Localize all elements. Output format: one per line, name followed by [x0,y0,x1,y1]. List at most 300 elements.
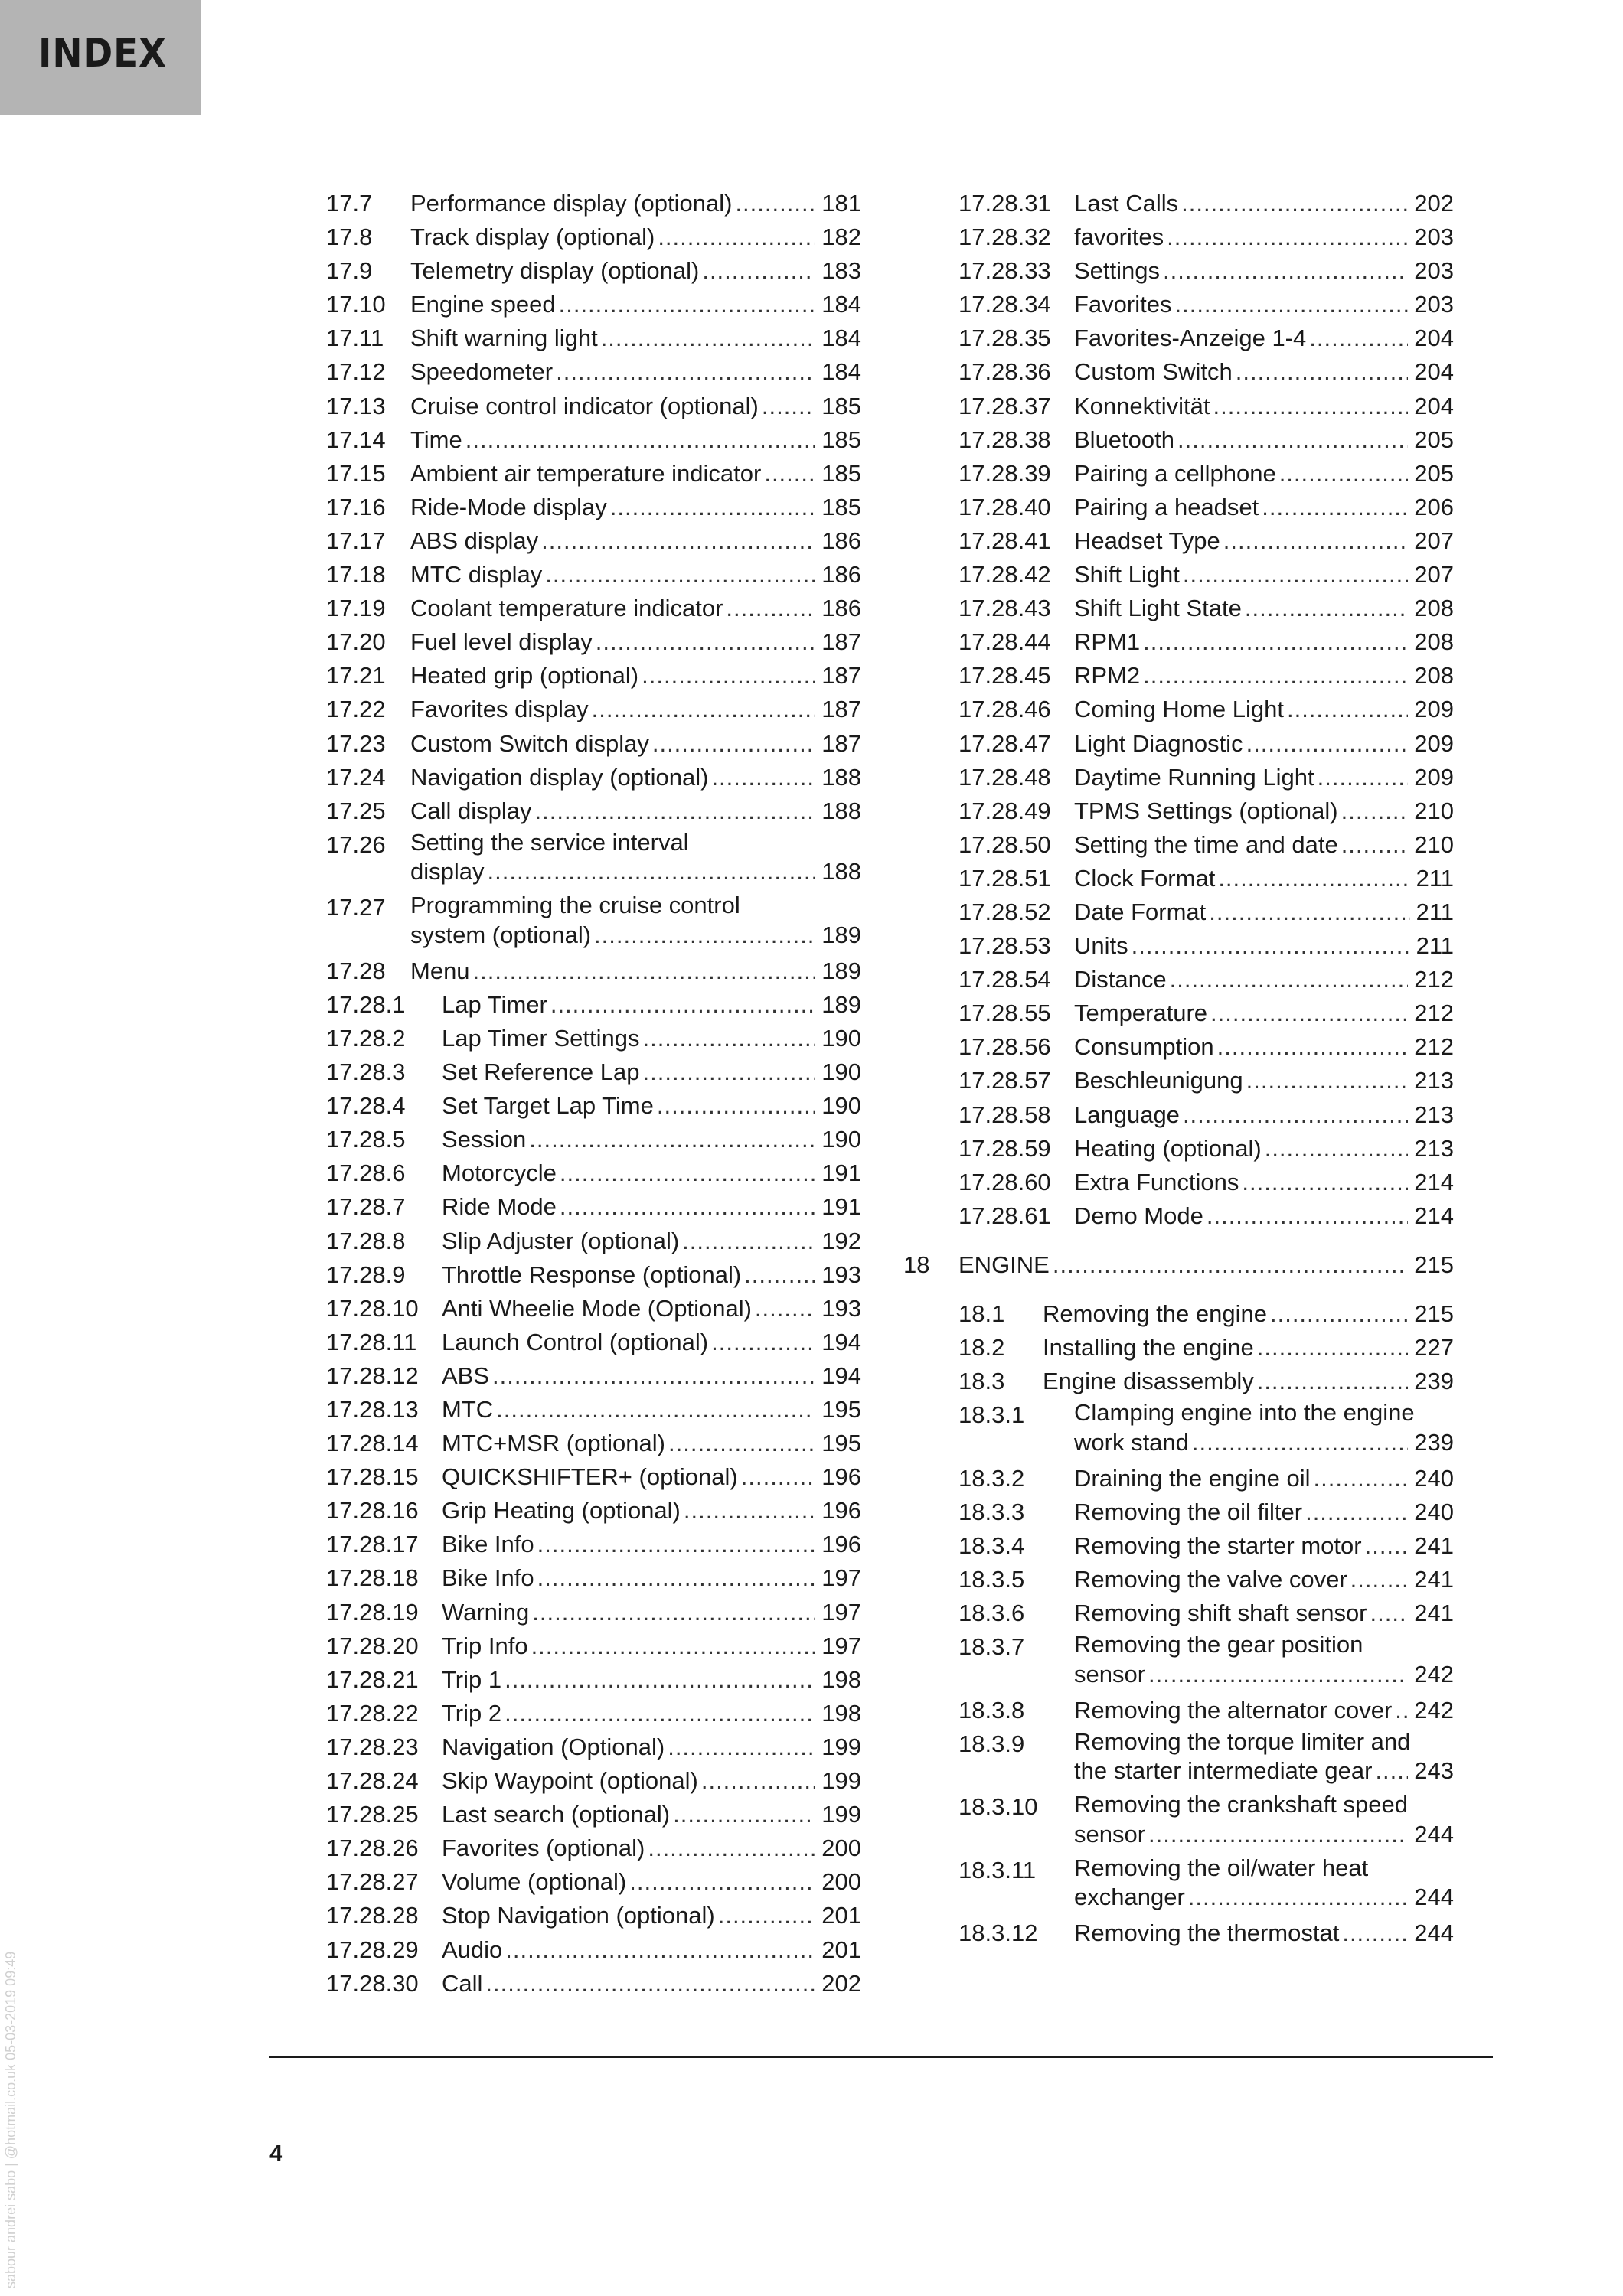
toc-entry-page: 195 [821,1430,861,1457]
toc-entry-page: 188 [821,797,861,824]
toc-entry-title: Konnektivität [1074,392,1210,419]
toc-entry-page: 189 [821,957,861,984]
toc-entry-title: Distance [1074,966,1167,993]
toc-entry[interactable] [958,794,1454,828]
toc-entry[interactable] [326,1156,861,1190]
toc-entry-title: Throttle Response (optional) [442,1261,742,1288]
toc-entry-page: 213 [1414,1101,1454,1128]
toc-entry[interactable] [326,1359,861,1393]
toc-entry-title: MTC [442,1396,494,1423]
toc-entry[interactable] [958,1098,1454,1132]
dot-leader [755,1292,815,1326]
toc-entry-number: 17.12 [326,358,386,386]
toc-entry-title: Temperature [1074,1000,1208,1027]
toc-entry-number: 17.28.40 [958,493,1051,520]
toc-entry[interactable] [958,1064,1454,1097]
toc-entry-number: 17.28.51 [958,864,1051,892]
toc-entry-title: Draining the engine oil [1074,1464,1311,1492]
dot-leader [1181,187,1408,220]
toc-entry-page: 185 [821,426,861,453]
toc-entry-number: 17.26 [326,830,386,858]
toc-entry-page: 185 [821,493,861,520]
toc-entry-number: 17.28.36 [958,358,1051,386]
toc-entry[interactable] [326,457,861,491]
toc-entry[interactable] [326,625,861,659]
toc-entry-title: Favorites-Anzeige 1-4 [1074,325,1307,352]
toc-entry-page: 212 [1414,1033,1454,1061]
toc-entry[interactable] [326,1022,861,1055]
toc-entry-page: 182 [821,223,861,251]
toc-entry[interactable] [958,558,1454,592]
toc-entry-number: 17.28.44 [958,628,1051,656]
toc-entry-page: 211 [1416,864,1454,892]
toc-entry-page: 186 [821,561,861,589]
toc-entry[interactable] [326,727,861,761]
toc-entry-title: Fuel level display [410,628,593,656]
toc-entry[interactable] [958,423,1454,457]
toc-entry-page: 187 [821,628,861,656]
dot-leader [657,1089,815,1123]
toc-entry[interactable] [958,828,1454,862]
toc-entry-title: Removing the torque limiter and [1074,1727,1411,1755]
dot-leader [642,659,815,693]
toc-entry-page: 212 [1414,966,1454,993]
toc-entry-number: 17.28.3 [326,1058,406,1086]
toc-entry[interactable] [958,1199,1454,1233]
toc-entry-page: 244 [1414,1820,1454,1848]
dot-leader [560,1190,815,1224]
toc-entry-page: 189 [821,921,861,948]
toc-entry-title: Setting the service interval [410,828,689,856]
toc-entry-number: 17.28.2 [326,1024,406,1052]
dot-leader [596,625,815,659]
toc-entry-page: 191 [821,1159,861,1187]
toc-entry-page: 184 [821,325,861,352]
toc-entry-title: Audio [442,1936,503,1963]
dot-leader [1170,963,1409,996]
toc-entry[interactable] [326,423,861,457]
toc-entry-number: 17.28.61 [958,1202,1051,1229]
dot-leader [1265,1132,1409,1166]
toc-entry-title: Settings [1074,257,1161,285]
toc-entry[interactable] [958,390,1454,423]
toc-entry-number: 18.3.3 [958,1498,1025,1525]
toc-entry-page: 200 [821,1835,861,1862]
toc-entry[interactable] [958,1398,1454,1462]
dot-leader [1341,828,1409,862]
toc-entry-title: Setting the time and date [1074,830,1338,858]
dot-leader [537,1528,816,1561]
toc-entry-number: 18.3.11 [958,1856,1037,1883]
toc-entry-title: Trip 2 [442,1699,502,1727]
toc-entry[interactable] [326,1831,861,1865]
toc-entry-number: 17.28.18 [326,1564,419,1592]
dot-leader [1370,1596,1409,1630]
dot-leader [668,1730,815,1764]
toc-entry[interactable] [958,659,1454,693]
toc-entry[interactable] [958,1694,1454,1727]
toc-entry[interactable] [326,1629,861,1663]
toc-entry-number: 17.28.20 [326,1632,419,1659]
toc-entry-title: Removing the oil filter [1074,1498,1303,1525]
dot-leader [1053,1248,1408,1282]
toc-entry[interactable] [958,761,1454,794]
toc-entry-number: 17.28.21 [326,1665,419,1693]
toc-entry-page: 240 [1414,1498,1454,1525]
toc-entry-title: Slip Adjuster (optional) [442,1227,680,1254]
toc-entry-page: 199 [821,1733,861,1760]
toc-entry-page: 201 [821,1936,861,1963]
toc-entry-title: Warning [442,1598,530,1626]
dot-leader [1257,1365,1409,1398]
toc-entry[interactable] [326,321,861,355]
toc-entry-page: 190 [821,1058,861,1086]
toc-entry-page: 187 [821,696,861,723]
dot-leader [1375,1756,1408,1786]
toc-entry[interactable] [958,592,1454,625]
toc-entry-title: Units [1074,932,1128,960]
toc-entry-title: Launch Control (optional) [442,1328,709,1355]
dot-leader [1365,1529,1409,1563]
toc-entry-number: 17.28.58 [958,1101,1051,1128]
toc-entry-number: 17.28.45 [958,662,1051,690]
toc-entry[interactable] [958,996,1454,1030]
toc-entry[interactable] [326,1697,861,1730]
toc-entry[interactable] [326,988,861,1022]
toc-entry[interactable] [326,761,861,794]
toc-entry[interactable] [326,390,861,423]
toc-entry-title: Daytime Running Light [1074,763,1314,791]
toc-entry[interactable] [326,1123,861,1156]
toc-entry[interactable] [958,963,1454,996]
toc-entry[interactable] [958,524,1454,558]
toc-entry-number: 17.18 [326,561,386,589]
toc-entry-title: Bike Info [442,1531,534,1558]
toc-entry-number: 17.28.32 [958,223,1051,251]
toc-entry-title: Stop Navigation (optional) [442,1902,715,1929]
toc-entry-number: 17.28.14 [326,1430,419,1457]
toc-entry-page: 201 [821,1902,861,1929]
toc-entry[interactable] [958,1916,1454,1950]
toc-entry-title: Menu [410,957,470,984]
toc-entry-number: 18.3.12 [958,1919,1038,1947]
toc-entry-number: 18 [903,1251,930,1278]
toc-entry[interactable] [958,321,1454,355]
toc-entry[interactable] [326,1730,861,1764]
toc-entry[interactable] [326,1798,861,1831]
toc-entry-title: Engine disassembly [1043,1368,1254,1395]
dot-leader [496,1393,815,1427]
toc-entry-number: 17.8 [326,223,373,251]
toc-entry-page: 200 [821,1868,861,1896]
toc-entry[interactable] [958,254,1454,288]
toc-entry[interactable] [958,693,1454,726]
toc-entry[interactable] [958,1854,1454,1917]
toc-entry[interactable] [958,929,1454,963]
toc-entry-title: ABS display [410,527,539,554]
toc-entry[interactable] [326,355,861,389]
toc-entry-title: MTC+MSR (optional) [442,1430,665,1457]
toc-entry-title: Volume (optional) [442,1868,627,1896]
dot-leader [652,727,815,761]
toc-entry[interactable] [958,1030,1454,1064]
dot-leader [601,321,816,355]
toc-entry-page: 212 [1414,1000,1454,1027]
toc-chapter-entry[interactable] [903,1248,1454,1282]
toc-entry[interactable] [326,693,861,726]
toc-entry[interactable] [958,1630,1454,1694]
toc-entry-title: Beschleunigung [1074,1067,1243,1094]
toc-entry[interactable] [958,288,1454,321]
toc-entry-title: Shift warning light [410,325,598,352]
dot-leader [726,592,815,625]
toc-entry-number: 17.28.19 [326,1598,419,1626]
toc-entry-number: 17.28.42 [958,561,1051,589]
dot-leader [473,954,816,988]
toc-entry-number: 17.14 [326,426,386,453]
toc-entry-title: Ride-Mode display [410,493,607,520]
toc-entry-number: 17.13 [326,392,386,419]
toc-entry[interactable] [326,1494,861,1528]
toc-entry-page: 196 [821,1463,861,1491]
toc-entry-title: Ambient air temperature indicator [410,459,762,487]
toc-entry-title: Heated grip (optional) [410,662,639,690]
toc-entry[interactable] [958,355,1454,389]
toc-entry-number: 17.28.43 [958,595,1051,622]
toc-entry-page: 188 [821,763,861,791]
toc-entry[interactable] [326,187,861,220]
toc-entry[interactable] [326,1764,861,1798]
dot-leader [1245,592,1408,625]
toc-entry[interactable] [326,1225,861,1258]
toc-entry[interactable] [326,558,861,592]
toc-entry-page: 202 [1414,190,1454,217]
dot-leader [1342,1916,1408,1950]
toc-entry[interactable] [326,1899,861,1932]
toc-entry[interactable] [958,1132,1454,1166]
toc-entry-page: 199 [821,1801,861,1828]
dot-leader [711,1326,815,1359]
dot-leader [505,1663,815,1697]
toc-entry-title: Ride Mode [442,1193,557,1221]
toc-entry-page: 186 [821,527,861,554]
toc-entry-title: ENGINE [958,1251,1050,1278]
dot-leader [1143,625,1408,659]
dot-leader [1148,1820,1408,1850]
toc-entry-page: 196 [821,1531,861,1558]
toc-entry-page: 214 [1414,1202,1454,1229]
toc-entry[interactable] [958,1462,1454,1495]
toc-entry[interactable] [326,592,861,625]
toc-entry[interactable] [326,220,861,254]
dot-leader [1305,1495,1408,1529]
toc-entry[interactable] [326,891,861,954]
dot-leader [1163,254,1408,288]
toc-entry-page: 197 [821,1598,861,1626]
toc-entry-title: RPM2 [1074,662,1141,690]
toc-entry[interactable] [958,220,1454,254]
toc-entry[interactable] [958,491,1454,524]
toc-entry-page: 213 [1414,1134,1454,1162]
dot-leader [1213,390,1409,423]
toc-entry[interactable] [958,862,1454,895]
dot-leader [1262,491,1408,524]
toc-entry-number: 17.28.27 [326,1868,419,1896]
toc-entry[interactable] [326,1528,861,1561]
dot-leader [764,457,815,491]
toc-entry-title-continued: the starter intermediate gear [1074,1757,1373,1785]
toc-entry[interactable] [326,1561,861,1595]
toc-entry-page: 204 [1414,392,1454,419]
dot-leader [1318,761,1409,794]
toc-entry[interactable] [958,1331,1454,1365]
toc-entry-page: 240 [1414,1464,1454,1492]
toc-entry-title: Favorites (optional) [442,1835,645,1862]
toc-entry[interactable] [326,954,861,988]
toc-entry[interactable] [326,1089,861,1123]
toc-entry[interactable] [958,1529,1454,1563]
dot-leader [673,1798,815,1831]
toc-entry[interactable] [958,1596,1454,1630]
toc-entry-title: Call [442,1969,483,1997]
toc-entry[interactable] [958,1727,1454,1791]
toc-entry[interactable] [326,1933,861,1967]
toc-entry-page: 203 [1414,291,1454,318]
toc-entry-number: 18.3.5 [958,1565,1025,1593]
toc-entry-page: 198 [821,1699,861,1727]
toc-entry-page: 191 [821,1193,861,1221]
toc-entry-title: Pairing a headset [1074,493,1259,520]
dot-leader [492,1359,815,1393]
toc-entry-title: Favorites [1074,291,1172,318]
toc-entry[interactable] [326,659,861,693]
toc-entry-number: 17.28.8 [326,1227,406,1254]
toc-entry-title: Motorcycle [442,1159,557,1187]
toc-entry-number: 17.28.15 [326,1463,419,1491]
toc-entry-title: Extra Functions [1074,1168,1239,1195]
toc-entry-page: 193 [821,1294,861,1322]
toc-entry-title: Programming the cruise control [410,892,740,919]
toc-entry[interactable] [958,457,1454,491]
toc-entry-title: Anti Wheelie Mode (Optional) [442,1294,752,1322]
toc-entry-page: 211 [1416,932,1454,960]
toc-entry[interactable] [958,1365,1454,1398]
toc-entry[interactable] [326,1326,861,1359]
toc-entry[interactable] [326,1967,861,2001]
toc-entry-page: 190 [821,1092,861,1120]
dot-leader [744,1258,815,1292]
toc-entry[interactable] [326,1663,861,1697]
toc-entry[interactable] [326,524,861,558]
toc-entry-number: 17.28.56 [958,1033,1051,1061]
toc-entry-number: 17.28.13 [326,1396,419,1423]
toc-entry-number: 17.19 [326,595,386,622]
toc-entry[interactable] [326,1427,861,1460]
toc-entry[interactable] [958,1563,1454,1596]
toc-entry-title: Last Calls [1074,190,1179,217]
index-header-box [0,0,201,115]
toc-entry[interactable] [958,895,1454,929]
dot-leader [592,693,816,726]
toc-entry-number: 17.28.35 [958,325,1051,352]
toc-entry-number: 17.28.7 [326,1193,406,1221]
toc-entry[interactable] [326,1055,861,1089]
footer-divider [269,2056,1493,2058]
toc-entry[interactable] [958,187,1454,220]
toc-entry[interactable] [958,727,1454,761]
toc-entry[interactable] [326,1460,861,1494]
toc-entry[interactable] [326,828,861,892]
toc-entry-title: Last search (optional) [442,1801,671,1828]
dot-leader [1148,1660,1408,1690]
toc-entry[interactable] [326,1393,861,1427]
toc-entry[interactable] [326,1190,861,1224]
toc-entry-number: 18.3.1 [958,1401,1025,1429]
toc-entry[interactable] [326,254,861,288]
dot-leader [1209,895,1409,929]
toc-entry-number: 17.24 [326,763,386,791]
toc-entry-title: TPMS Settings (optional) [1074,797,1338,824]
dot-leader [1223,524,1409,558]
toc-entry[interactable] [958,1495,1454,1529]
toc-entry-number: 17.28.25 [326,1801,419,1828]
toc-entry[interactable] [326,1292,861,1326]
dot-leader [658,220,815,254]
toc-entry-page: 197 [821,1564,861,1592]
toc-entry[interactable] [326,1258,861,1292]
toc-entry-title: Set Reference Lap [442,1058,640,1086]
toc-entry[interactable] [326,491,861,524]
toc-entry[interactable] [958,1790,1454,1854]
toc-entry-page: 185 [821,459,861,487]
toc-entry-page: 183 [821,257,861,285]
toc-entry[interactable] [326,1596,861,1629]
toc-entry-title-continued: system (optional) [410,921,592,948]
toc-entry-title: RPM1 [1074,628,1141,656]
toc-entry-number: 17.28.4 [326,1092,406,1120]
toc-entry-title: Clock Format [1074,864,1216,892]
toc-entry-title: favorites [1074,223,1164,251]
toc-entry[interactable] [326,288,861,321]
toc-entry-page: 197 [821,1632,861,1659]
toc-entry-number: 17.10 [326,291,386,318]
dot-leader [505,1697,815,1730]
toc-entry-title: Removing the thermostat [1074,1919,1340,1947]
toc-entry[interactable] [958,1166,1454,1199]
toc-entry-page: 239 [1414,1368,1454,1395]
toc-entry-title: Coming Home Light [1074,696,1284,723]
toc-entry-page: 214 [1414,1168,1454,1195]
dot-leader [550,988,815,1022]
toc-entry-number: 17.28.47 [958,729,1051,757]
toc-entry-title-continued: sensor [1074,1660,1146,1688]
toc-entry-title: Performance display (optional) [410,190,733,217]
dot-leader [1210,996,1408,1030]
toc-entry-title: Lap Timer Settings [442,1024,640,1052]
toc-entry[interactable] [326,1865,861,1899]
toc-entry-number: 17.28.54 [958,966,1051,993]
toc-entry-number: 18.3.9 [958,1730,1025,1757]
toc-entry-number: 17.28.12 [326,1362,419,1389]
toc-entry[interactable] [326,794,861,828]
dot-leader [1217,1030,1409,1064]
toc-entry-page: 207 [1414,527,1454,554]
toc-entry[interactable] [958,625,1454,659]
toc-entry[interactable] [958,1297,1454,1331]
toc-entry-title-continued: sensor [1074,1820,1146,1848]
dot-leader [1279,457,1409,491]
toc-entry-number: 18.3.4 [958,1531,1025,1559]
